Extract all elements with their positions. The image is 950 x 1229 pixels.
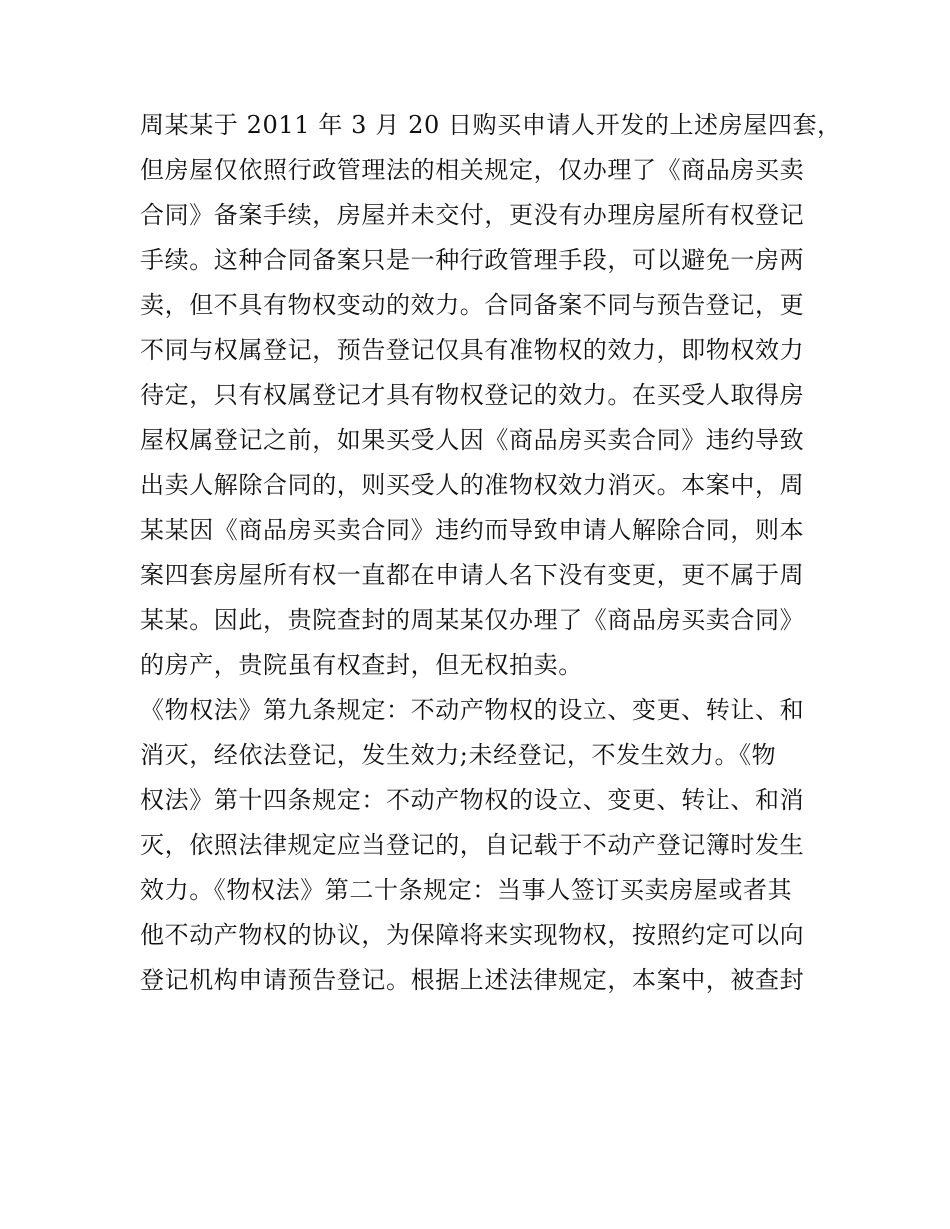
text-line: 的房产，贵院虽有权查封，但无权拍卖。 — [140, 651, 583, 679]
text-line: 权法》第十四条规定：不动产物权的设立、变更、转让、和消 — [140, 786, 805, 814]
text-line: 效力。《物权法》第二十条规定：当事人签订买卖房屋或者其 — [140, 876, 793, 904]
text-line: 但房屋仅依照行政管理法的相关规定，仅办理了《商品房买卖 — [140, 156, 805, 184]
text-line: 出卖人解除合同的，则买受人的准物权效力消灭。本案中，周 — [140, 471, 805, 499]
text-line: 灭，依照法律规定应当登记的，自记载于不动产登记簿时发生 — [140, 831, 805, 859]
text-line: 他不动产物权的协议，为保障将来实现物权，按照约定可以向 — [140, 921, 805, 949]
text-line: 屋权属登记之前，如果买受人因《商品房买卖合同》违约导致 — [140, 426, 805, 454]
text-line: 某某。因此，贵院查封的周某某仅办理了《商品房买卖合同》 — [140, 606, 805, 634]
document-body — [140, 103, 842, 1003]
text-line: 合同》备案手续，房屋并未交付，更没有办理房屋所有权登记 — [140, 201, 805, 229]
text-line: 消灭，经依法登记，发生效力;未经登记，不发生效力。《物 — [140, 741, 777, 769]
text-line: 卖，但不具有物权变动的效力。合同备案不同与预告登记，更 — [140, 291, 805, 319]
text-line: 某某因《商品房买卖合同》违约而导致申请人解除合同，则本 — [140, 516, 805, 544]
text-line: 手续。这种合同备案只是一种行政管理手段，可以避免一房两 — [140, 246, 805, 274]
text-line: 待定，只有权属登记才具有物权登记的效力。在买受人取得房 — [140, 381, 805, 409]
text-line: 周某某于 2011 年 3 月 20 日购买申请人开发的上述房屋四套， — [140, 111, 842, 139]
text-line: 《物权法》第九条规定：不动产物权的设立、变更、转让、和 — [140, 696, 805, 724]
text-line: 案四套房屋所有权一直都在申请人名下没有变更，更不属于周 — [140, 561, 805, 589]
text-line: 不同与权属登记，预告登记仅具有准物权的效力，即物权效力 — [140, 336, 805, 364]
paragraph-1 — [140, 103, 842, 688]
paragraph-2 — [140, 688, 820, 1003]
text-line: 登记机构申请预告登记。根据上述法律规定，本案中，被查封 — [140, 966, 805, 994]
